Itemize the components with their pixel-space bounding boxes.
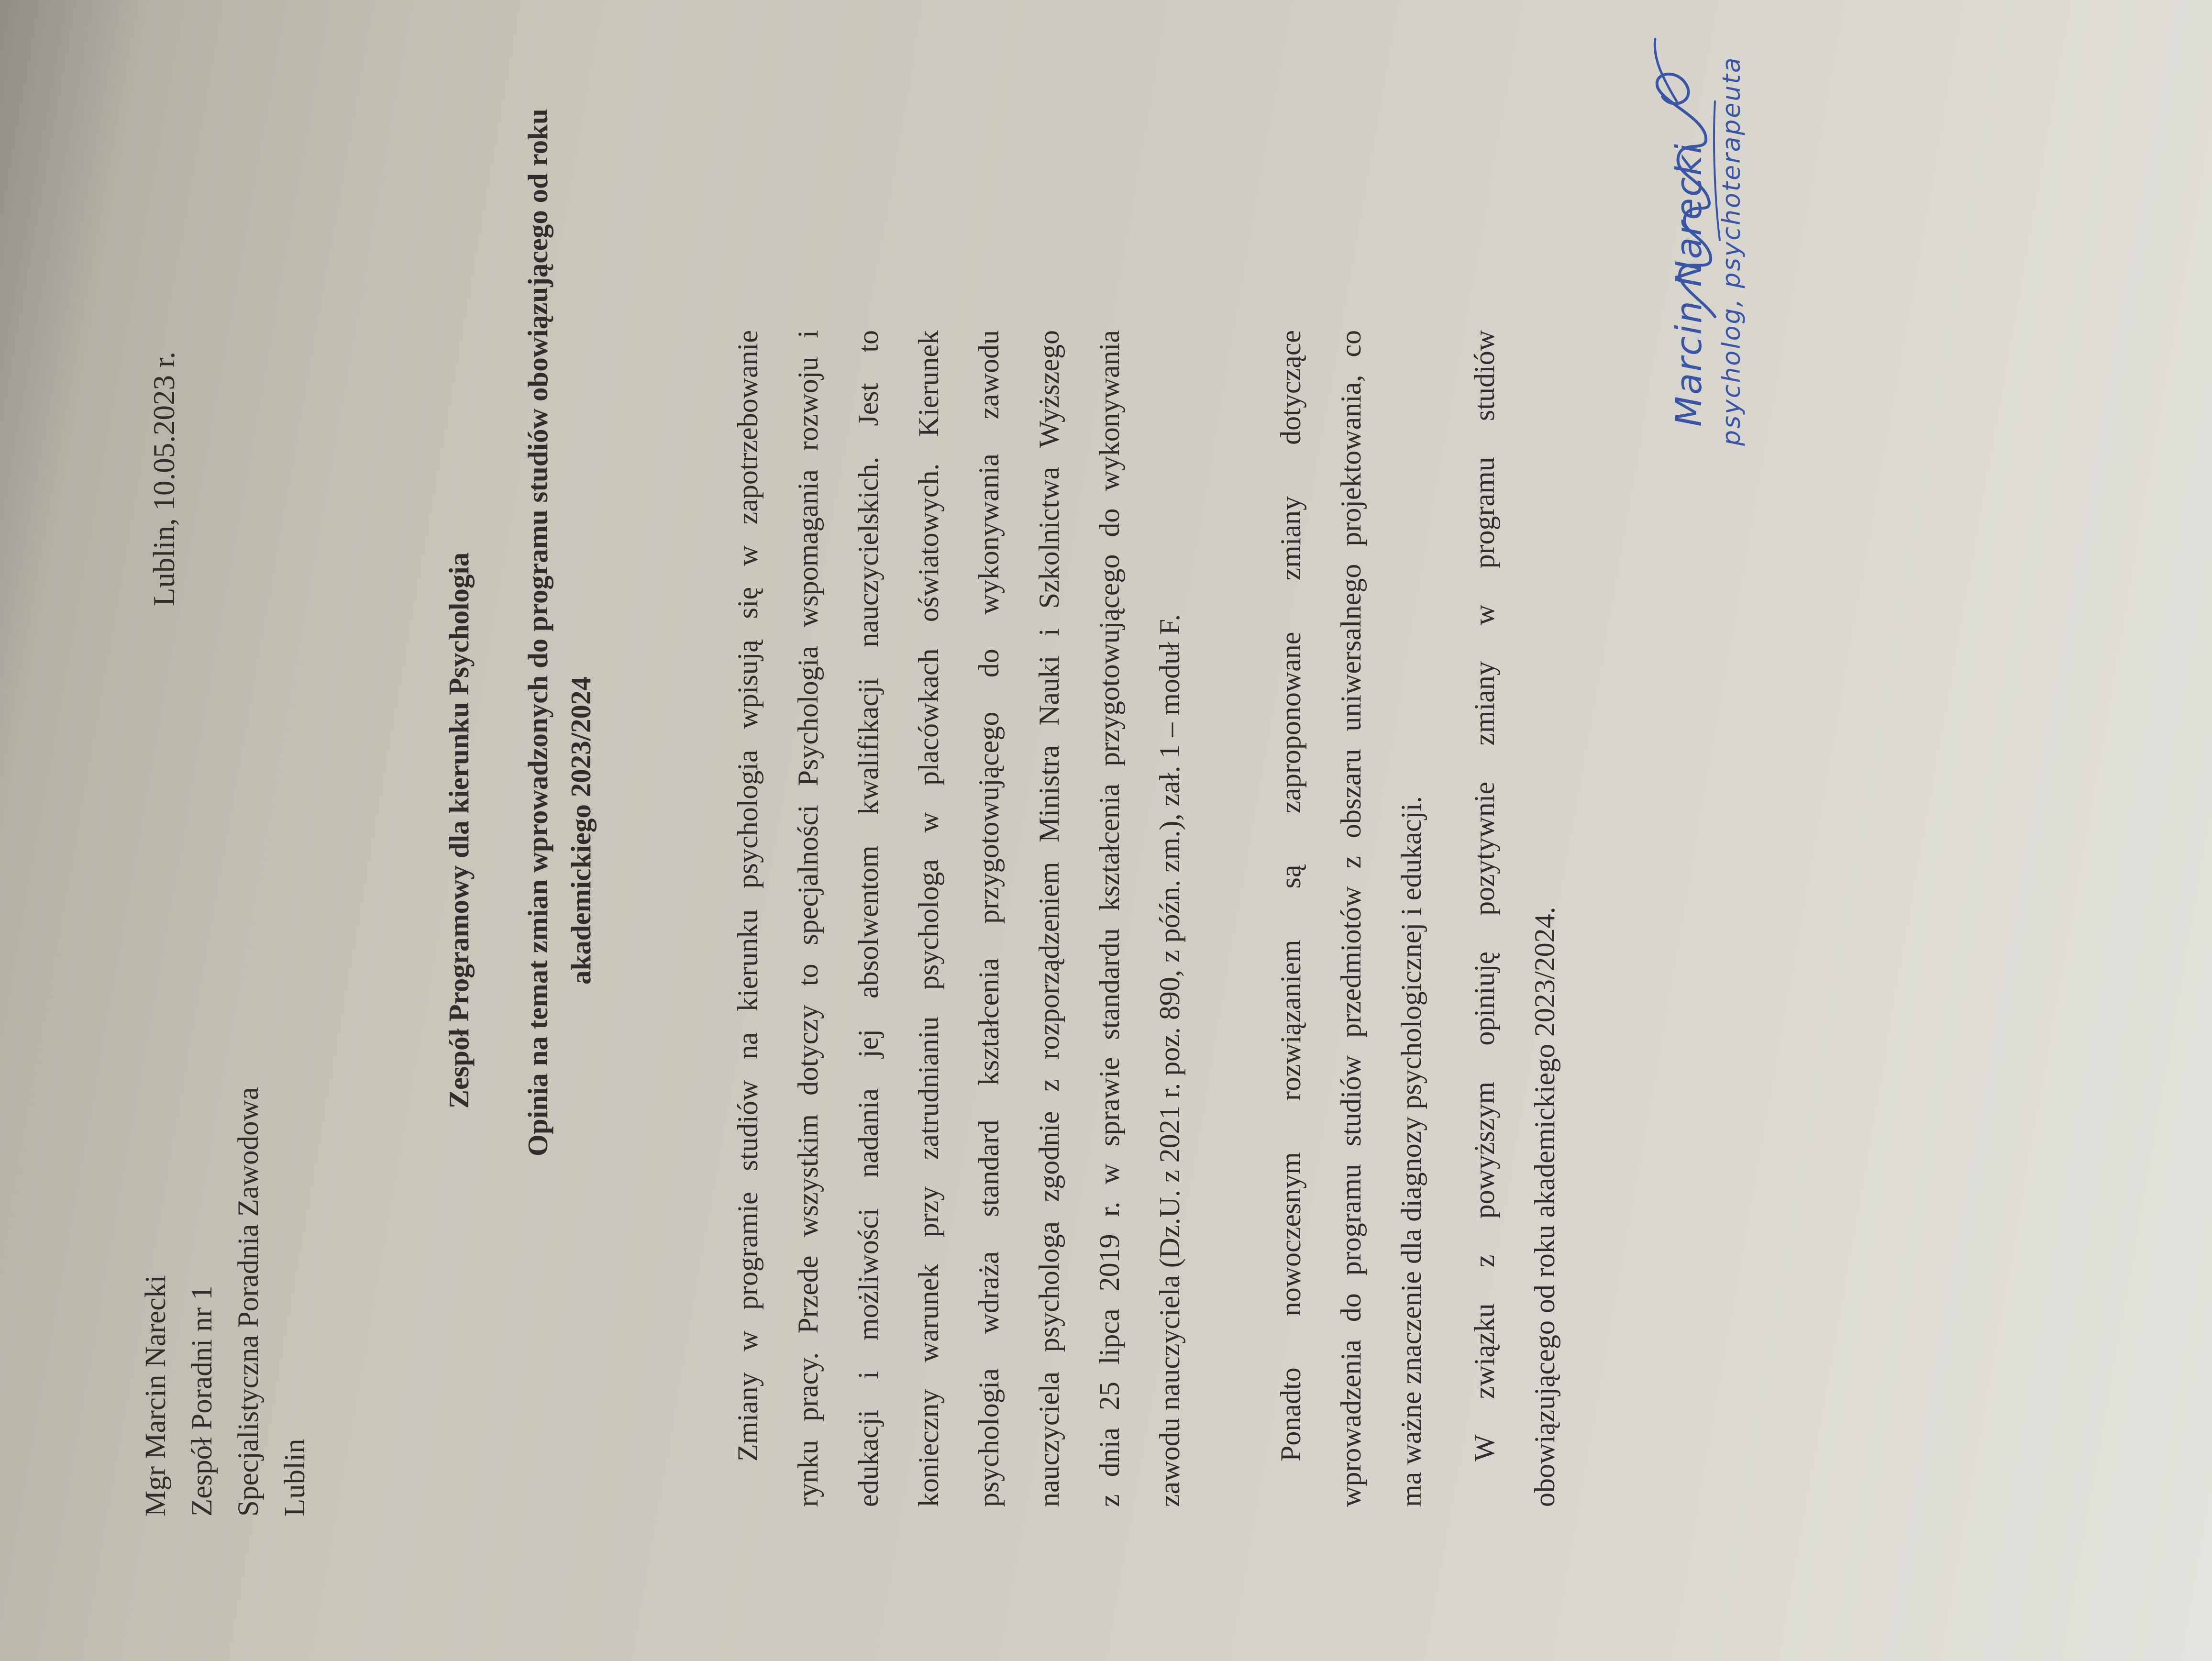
- letter-title: Opinia na temat zmian wprowadzonych do programu studiów obowiązującego od roku: [522, 109, 553, 1156]
- sender-city: Lublin: [279, 1439, 311, 1517]
- text-line: nauczyciela psychologa zgodnie z rozporządzeniem Ministra Nauki i Szkolnictwa Wyższego: [1033, 330, 1065, 1507]
- handwritten-signature: [1643, 30, 1734, 326]
- text-line: edukacji i możliwości nadania jej absolwentom kwalifikacji nauczycielskich. Jest to: [852, 330, 884, 1507]
- signature-stamp: [1660, 0, 1770, 446]
- body-paragraph-2: [1261, 330, 1441, 1507]
- text-line: ma ważne znaczenie dla diagnozy psychologicznej i edukacji.: [1395, 796, 1427, 1507]
- sender-department: Specjalistyczna Poradnia Zawodowa: [232, 1087, 265, 1517]
- text-line: konieczny warunek przy zatrudnianiu psychologa w placówkach oświatowych. Kierunek: [913, 330, 944, 1507]
- sender-institution: Zespół Poradni nr 1: [186, 1285, 218, 1517]
- text-line: z dnia 25 lipca 2019 r. w sprawie standardu kształcenia przygotowującego do wykonywania: [1094, 330, 1125, 1507]
- stamp-name: Marcin Narecki: [1669, 142, 1710, 427]
- sender-address: [133, 1087, 318, 1517]
- text-line: W związku z powyższym opiniuję pozytywnie zmiany w programu studiów: [1469, 330, 1500, 1462]
- text-line: Zmiany w programie studiów na kierunku psychologia wpisują się w zapotrzebowanie: [732, 330, 763, 1462]
- text-line: Ponadto nowoczesnym rozwiązaniem są zaproponowane zmiany dotyczące: [1275, 330, 1306, 1462]
- text-line: obowiązującego od roku akademickiego 2023/2024.: [1529, 907, 1560, 1507]
- body-paragraph-1: [718, 330, 1200, 1507]
- stamp-title: psycholog, psychoterapeuta: [1717, 56, 1746, 446]
- text-line: zawodu nauczyciela (Dz.U. z 2021 r. poz. 890, z późn. zm.), zał. 1 – moduł F.: [1154, 614, 1185, 1507]
- text-line: wprowadzenia do programu studiów przedmiotów z obszaru uniwersalnego projektowania, co: [1335, 330, 1367, 1507]
- addressee-heading: Zespół Programowy dla kierunku Psychologia: [443, 552, 475, 1109]
- text-line: rynku pracy. Przede wszystkim dotyczy to specjalności Psychologia wspomagania rozwoju i: [792, 330, 824, 1507]
- letter-date: Lublin, 10.05.2023 r.: [147, 352, 181, 606]
- body-paragraph-3: [1454, 330, 1575, 1507]
- letter-title-continuation: akademickiego 2023/2024: [565, 676, 597, 985]
- text-line: psychologia wdraża standard kształcenia przygotowującego do wykonywania zawodu: [973, 330, 1005, 1507]
- sender-name: Mgr Marcin Narecki: [140, 1275, 172, 1517]
